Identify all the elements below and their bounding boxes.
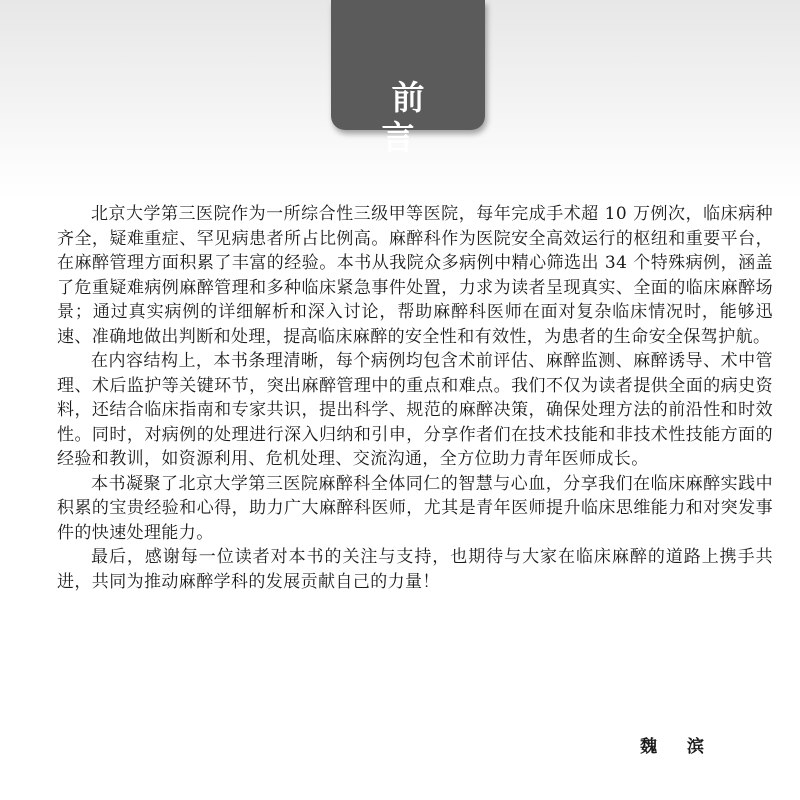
paragraph-2: 在内容结构上，本书条理清晰，每个病例均包含术前评估、麻醉监测、麻醉诱导、术中管理、术后监护等关键环节，突出麻醉管理中的重点和难点。我们不仅为读者提供全面的病史资料，还结合临床指南和专家共识，提出科学、规范的麻醉决策，确保处理方法的前沿性和时效性。同时，对病例的处理进行深入归纳和引申，分享作者们在技术技能和非技术性技能方面的经验和教训，如资源利用、危机处理、交流沟通，全方位助力青年医师成长。 <box>57 351 773 469</box>
author-signature: 魏 滨 <box>640 737 716 757</box>
paragraph-4: 最后，感谢每一位读者对本书的关注与支持，也期待与大家在临床麻醉的道路上携手共进，共同为推动麻醉学科的发展贡献自己的力量！ <box>57 547 773 592</box>
paragraph-3: 本书凝聚了北京大学第三医院麻醉科全体同仁的智慧与心血，分享我们在临床麻醉实践中积累的宝贵经验和心得，助力广大麻醉科医师，尤其是青年医师提升临床思维能力和对突发事件的快速处理能力。 <box>57 473 773 543</box>
preface-body <box>57 202 773 594</box>
page-title: 前 言 <box>381 78 445 157</box>
title-tab <box>331 0 485 157</box>
paragraph-1: 北京大学第三医院作为一所综合性三级甲等医院，每年完成手术超 10 万例次，临床病种齐全，疑难重症、罕见病患者所占比例高。麻醉科作为医院安全高效运行的枢纽和重要平台，在麻醉管理方面积累了丰富的经验。本书从我院众多病例中精心筛选出 34 个特殊病例，涵盖了危重疑难病例麻醉管理和多种临床紧急事件处置，力求为读者呈现真实、全面的临床麻醉场景；通过真实病例的详细解析和深入讨论，帮助麻醉科医师在面对复杂临床情况时，能够迅速、准确地做出判断和处理，提高临床麻醉的安全性和有效性，为患者的生命安全保驾护航。 <box>57 204 773 347</box>
